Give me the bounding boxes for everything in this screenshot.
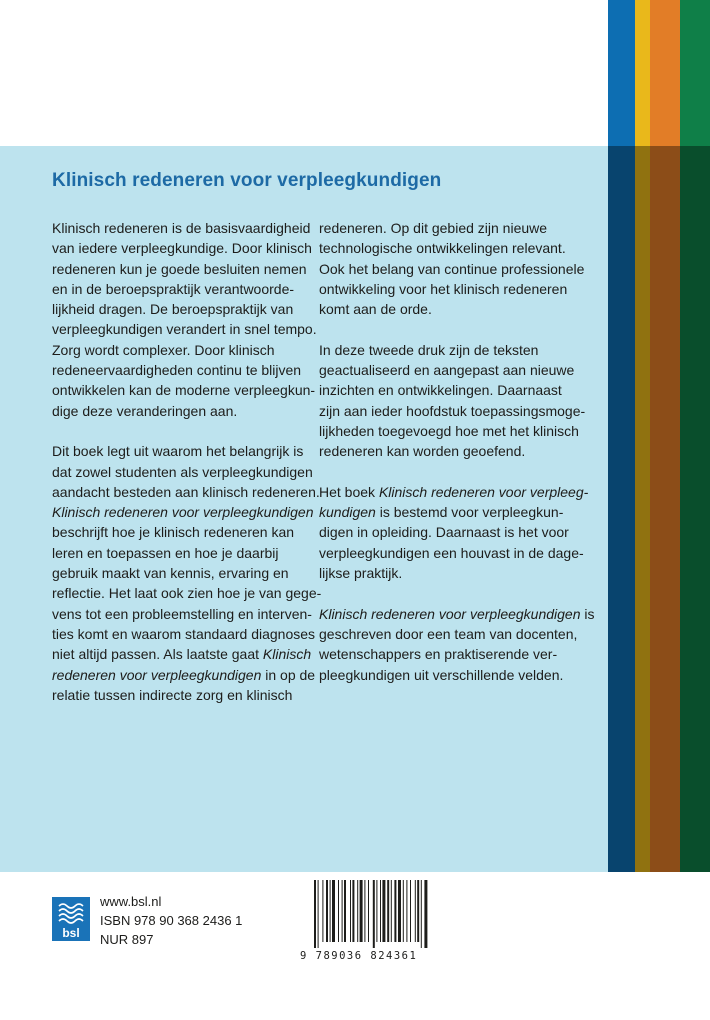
paragraph: Dit boek legt uit waarom het belangrijk is dat zowel studenten als verpleegkundigen aandacht besteden aan klinisch redeneren. Klinisch redeneren voor verpleegkundigen beschrijft hoe je klinisch redeneren kan leren en toepassen en hoe je daarbij gebruik maakt van kennis, ervaring en reflectie. Het laat ook zien hoe je van gege- vens tot een probleemstelling en interven- ties komt en waarom standaard diagnoses niet altijd passen. Als laatste gaat Klinisch redeneren voor verpleegkundigen in op de relatie tussen indirecte zorg en klinisch (52, 443, 322, 703)
stripe-green (680, 0, 710, 872)
barcode-bar (417, 880, 419, 942)
barcode-bar (410, 880, 411, 942)
barcode-bar (350, 880, 351, 942)
top-white-area (0, 0, 608, 146)
barcode-bar (391, 880, 392, 942)
barcode-bar (332, 880, 335, 942)
barcode-bar (415, 880, 416, 942)
stripe-blue (608, 0, 635, 872)
barcode-bar (322, 880, 323, 942)
barcode-bar (387, 880, 389, 942)
paragraph: redeneren. Op dit gebied zijn nieuwe technologische ontwikkelingen relevant. Ook het belang van continue professionele ontwikkeling voor het klinisch redeneren komt aan de orde. (319, 220, 585, 318)
paragraph: Klinisch redeneren voor verpleegkundigen is geschreven door een team van docenten, wetenschappers en praktiserende ver- pleegkundigen uit verschillende velden. (319, 605, 595, 683)
barcode-bar (344, 880, 346, 942)
bsl-logo (52, 897, 90, 941)
text-column-right (319, 218, 595, 705)
barcode-bar (406, 880, 407, 942)
logo-text: bsl (62, 926, 80, 940)
barcode-bar (403, 880, 404, 942)
publisher-website: www.bsl.nl (100, 894, 162, 909)
barcode-bar (421, 880, 422, 948)
barcode-bar (326, 880, 328, 942)
paragraph: Klinisch redeneren is de basisvaardigheid van iedere verpleegkundige. Door klinisch redeneren kun je goede besluiten nemen en in de beroepspraktijk verantwoorde- lijkheid dragen. De beroepspraktijk van verpleegkundigen verandert in snel tempo. Zorg wordt complexer. Door klinisch redeneervaardigheden continu te blijven ontwikkelen kan de moderne verpleegkun- dige deze veranderingen aan. (52, 220, 317, 419)
barcode-bar (360, 880, 363, 942)
barcode-bar (373, 880, 375, 948)
color-stripes (608, 0, 710, 872)
logo-wave-icon (52, 897, 90, 927)
paragraph: In deze tweede druk zijn de teksten geactualiseerd en aangepast aan nieuwe inzichten en ontwikkelingen. Daarnaast zijn aan ieder hoofdstuk toepassingsmoge- lijkheden toegevoegd hoe met het klinisch redeneren kan worden geoefend. (319, 341, 586, 460)
publisher-info (100, 892, 242, 949)
barcode-bar (376, 880, 377, 942)
barcode-bar (368, 880, 369, 942)
barcode-bar (342, 880, 343, 942)
barcode-bar (318, 880, 319, 948)
paragraph: Het boek Klinisch redeneren voor verpleeg- kundigen is bestemd voor verpleegkun- digen in opleiding. Daarnaast is het voor verpleegkundigen een houvast in de dage- lijkse praktijk. (319, 483, 589, 582)
barcode-bar (338, 880, 339, 942)
barcode-bar (380, 880, 381, 942)
barcode-bar (357, 880, 358, 942)
barcode (300, 880, 460, 968)
barcode-bar (314, 880, 316, 948)
text-column-left (52, 218, 322, 725)
barcode-bar (330, 880, 331, 942)
barcode-digits: 9 789036 824361 (300, 950, 418, 962)
stripe-orange (650, 0, 680, 872)
isbn-number: ISBN 978 90 368 2436 1 (100, 913, 243, 928)
barcode-bars (300, 880, 460, 950)
stripe-yellow (635, 0, 650, 872)
barcode-bar (382, 880, 385, 942)
barcode-bar (364, 880, 365, 942)
barcode-bar (424, 880, 427, 948)
barcode-bar (398, 880, 401, 942)
nur-code: NUR 897 (100, 932, 154, 947)
barcode-bar (352, 880, 354, 942)
barcode-bar (394, 880, 396, 942)
book-title: Klinisch redeneren voor verpleegkundigen (52, 170, 442, 191)
